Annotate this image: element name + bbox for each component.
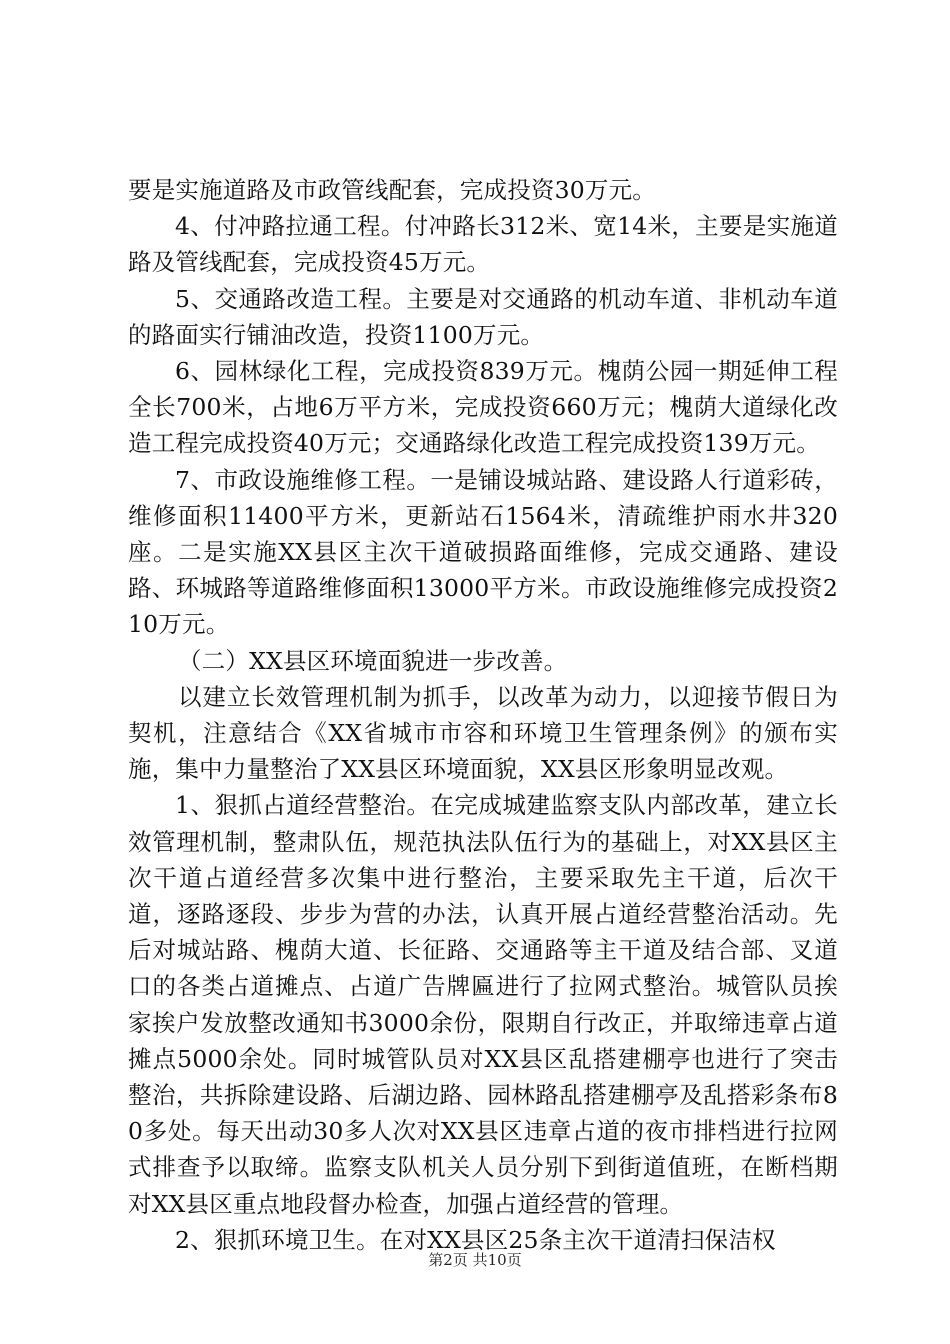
paragraph-item-6: 6、园林绿化工程，完成投资839万元。槐荫公园一期延伸工程全长700米，占地6万平方米，完成投资660万元；槐荫大道绿化改造工程完成投资40万元；交通路绿化改造工程完成投资139万元。 — [128, 357, 838, 458]
paragraph-item-4: 4、付冲路拉通工程。付冲路长312米、宽14米，主要是实施道路及管线配套，完成投资45万元。 — [128, 212, 838, 277]
paragraph-item-5: 5、交通路改造工程。主要是对交通路的机动车道、非机动车道的路面实行铺油改造，投资1100万元。 — [128, 284, 838, 349]
page-number-label: 第2页 共10页 — [428, 1251, 522, 1269]
paragraph-item-7: 7、市政设施维修工程。一是铺设城站路、建设路人行道彩砖，维修面积11400平方米，更新站石1564米，清疏维护雨水井320座。二是实施XX县区主次干道破损路面维修，完成交通路、建设路、环城路等道路维修面积13000平方米。市政设施维修完成投资210万元。 — [128, 465, 838, 639]
page-footer — [0, 1250, 950, 1270]
paragraph-subitem-2: 2、狠抓环境卫生。在对XX县区25条主次干道清扫保洁权 — [175, 1225, 776, 1254]
paragraph-subitem-1: 1、狠抓占道经营整治。在完成城建监察支队内部改革，建立长效管理机制，整肃队伍，规范执法队伍行为的基础上，对XX县区主次干道占道经营多次集中进行整治，主要采取先主干道，后次干道，逐路逐段、步步为营的办法，认真开展占道经营整治活动。先后对城站路、槐荫大道、长征路、交通路等主干道及结合部、叉道口的各类占道摊点、占道广告牌匾进行了拉网式整治。城管队员挨家挨户发放整改通知书3000余份，限期自行改正，并取缔违章占道摊点5000余处。同时城管队员对XX县区乱搭建棚亭也进行了突击整治，共拆除建设路、后湖边路、园林路乱搭建棚亭及乱搭彩条布80多处。每天出动30多人次对XX县区违章占道的夜市排档进行拉网式排查予以取缔。监察支队机关人员分别下到街道值班，在断档期对XX县区重点地段督办检查，加强占道经营的管理。 — [128, 791, 838, 1218]
paragraph-section-intro: 以建立长效管理机制为抓手，以改革为动力，以迎接节假日为契机，注意结合《XX省城市市容和环境卫生管理条例》的颁布实施，集中力量整治了XX县区环境面貌，XX县区形象明显改观。 — [128, 682, 838, 784]
document-body — [128, 172, 838, 1258]
section-heading-2: （二）XX县区环境面貌进一步改善。 — [178, 646, 568, 675]
paragraph-continuation: 要是实施道路及市政管线配套，完成投资30万元。 — [128, 176, 657, 204]
